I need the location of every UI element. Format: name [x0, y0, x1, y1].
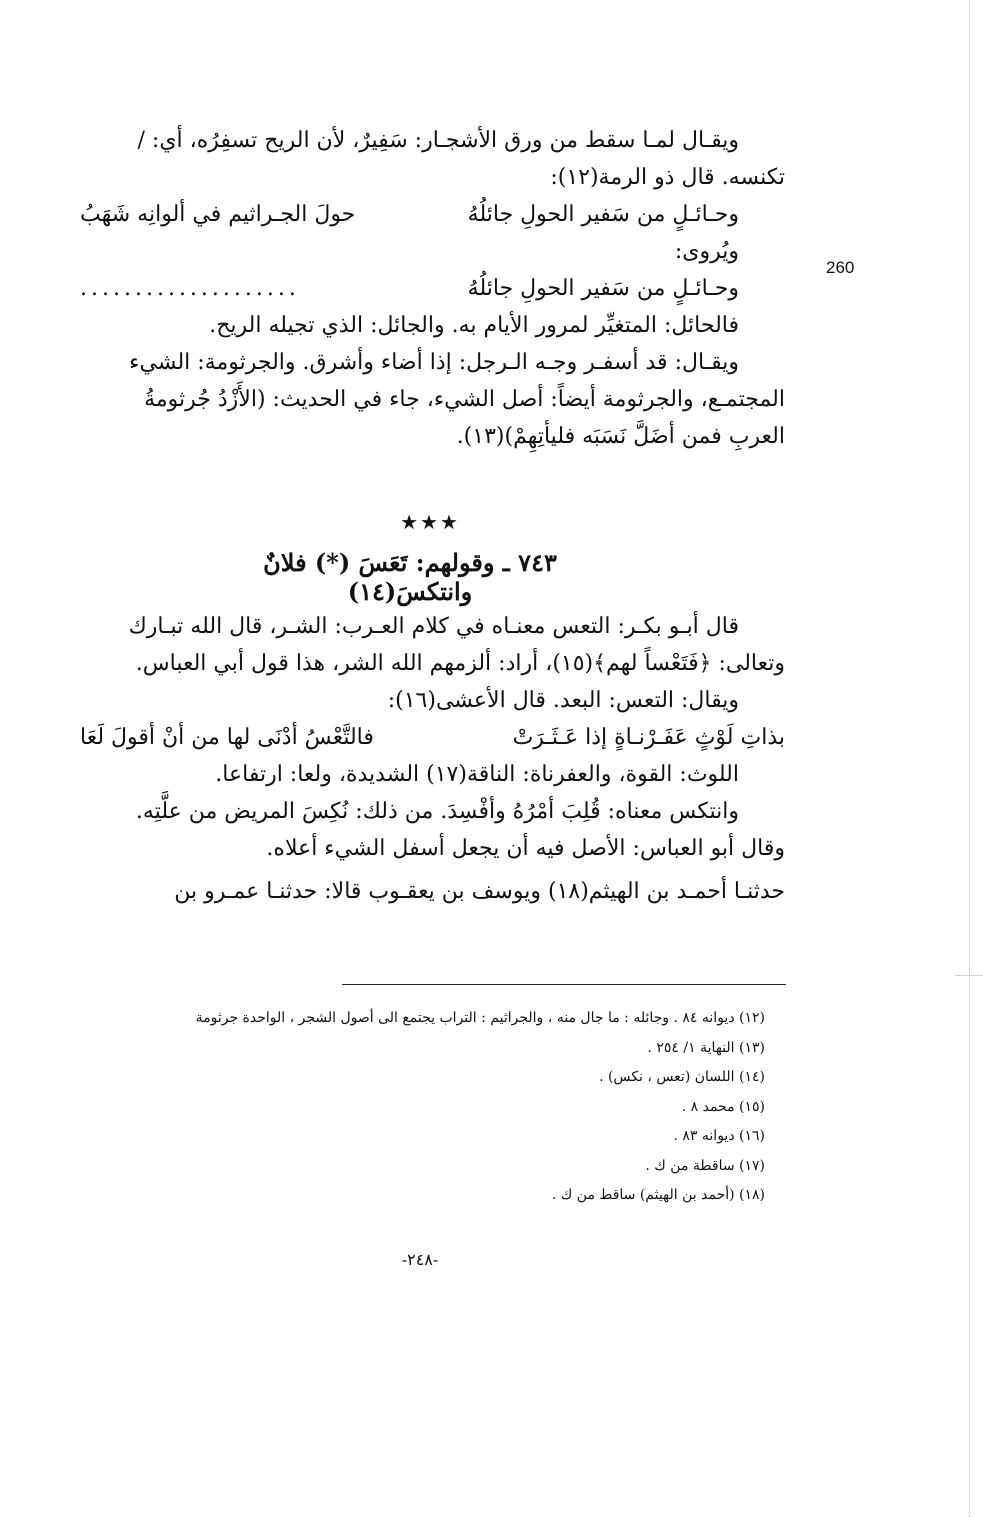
text-line: وقال أبو العباس: الأصل فيه أن يجعل أسفل الشيء أعلاه. [266, 836, 785, 861]
footnote: (١٢) ديوانه ٨٤ . وجائله : ما جال منه ، والجراثيم : التراب يجتمع الى أصول الشجر ، الواحدة جرثومة [195, 1010, 765, 1026]
scan-edge-line [969, 0, 970, 1517]
text-line: اللوث: القوة، والعفرناة: الناقة(١٧) الشديدة، ولعا: ارتفاعا. [215, 762, 739, 787]
text-line: ويقال: التعس: البعد. قال الأعشى(١٦): [387, 688, 739, 713]
verse-second-hemistich: حولَ الجـراثيم في ألوانِه شَهَبُ [80, 202, 356, 227]
margin-page-reference: 260 [826, 258, 855, 277]
footnote: (١٦) ديوانه ٨٣ . [673, 1128, 765, 1144]
text-line: ويُروى: [674, 239, 739, 264]
footnote: (١٤) اللسان (تعس ، نكس) . [599, 1069, 765, 1085]
footnote: (١٣) النهاية ١/ ٢٥٤ . [647, 1039, 765, 1056]
verse-first-hemistich: بذاتِ لَوْثٍ عَفَـرْنـاةٍ إذا عَـثَـرَتْ [512, 725, 785, 750]
verse-line [80, 270, 785, 307]
scan-edge-mark [955, 975, 983, 976]
text-line: وتعالى: ﴿فَتَعْساً لهم﴾(١٥)، أراد: ألزمهم الله الشر، هذا قول أبي العباس. [135, 651, 785, 676]
text-line: المجتمـع، والجرثومة أيضاً: أصل الشيء، جاء في الحديث: (الأَزْدُ جُرثومةُ [144, 387, 785, 412]
verse-omission-dots: .................... [80, 276, 300, 301]
top-section [80, 122, 785, 455]
text-line: قال أبـو بكـر: التعس معنـاه في كلام العـرب: الشـر، قال الله تبـارك [128, 614, 739, 639]
entry-heading: ٧٤٣ ـ وقولهم: تَعَسَ (*) فلانٌ وانتكسَ(١٤) [263, 548, 557, 606]
footnote: (١٧) ساقطة من ك . [645, 1157, 765, 1174]
verse-line [80, 196, 785, 233]
text-line: فالحائل: المتغيِّر لمرور الأيام به. والجائل: الذي تجيله الريح. [209, 313, 739, 338]
verse-first-hemistich: وحـائـلٍ من سَفير الحولِ جائلُهُ [467, 202, 739, 227]
verse-line [80, 719, 785, 756]
footnote-separator [342, 984, 786, 985]
text-line: حدثنـا أحمـد بن الهيثم(١٨) ويوسف بن يعقـوب قالا: حدثنـا عمـرو بن [174, 879, 785, 904]
text-line: ويقـال لمـا سقط من ورق الأشجـار: سَفِيرٌ، لأن الريح تسفِرُه، أي: / [137, 128, 739, 153]
text-line: وانتكس معناه: قُلِبَ أمْرُهُ وأفْسِدَ. من ذلك: نُكِسَ المريض من علَّتِه. [135, 799, 739, 824]
bottom-section [80, 608, 785, 910]
footnote: (١٨) (أحمد بن الهيثم) ساقط من ك . [551, 1187, 765, 1203]
verse-first-hemistich: وحـائـلٍ من سَفير الحولِ جائلُهُ [467, 276, 739, 301]
page-number: -٢٤٨- [401, 1250, 439, 1269]
section-divider-stars: ★★★ [400, 510, 460, 534]
text-line: تكنسه. قال ذو الرمة(١٢): [550, 165, 785, 190]
footnotes [100, 1004, 765, 1211]
footnote: (١٥) محمد ٨ . [681, 1098, 765, 1115]
text-line: ويقـال: قد أسفـر وجـه الـرجل: إذا أضاء وأشرق. والجرثومة: الشيء [129, 350, 739, 375]
text-line: العربِ فمن أضَلَّ نَسَبَه فليأتِهِمْ)(١٣). [456, 424, 785, 449]
verse-second-hemistich: فالتَّعْسُ أدْنَى لها من أنْ أقولَ لَعَا [80, 725, 374, 750]
